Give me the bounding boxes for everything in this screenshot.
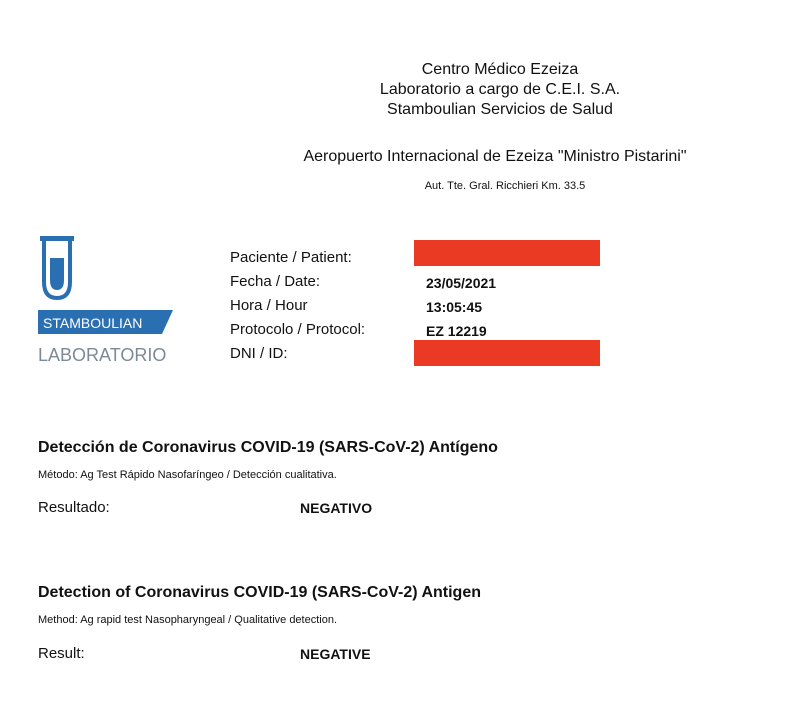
patient-name-redaction (414, 240, 600, 266)
header-services: Stamboulian Servicios de Salud (387, 101, 613, 118)
english-result-value: NEGATIVE (300, 646, 371, 662)
spanish-result-value: NEGATIVO (300, 500, 373, 516)
header-address: Aut. Tte. Gral. Ricchieri Km. 33.5 (424, 180, 586, 192)
hour-label: Hora / Hour (230, 297, 308, 314)
patient-label: Paciente / Patient: (230, 249, 352, 266)
dni-redaction (414, 340, 600, 366)
test-tube-icon (38, 236, 188, 368)
stamboulian-logo (38, 236, 188, 368)
logo-sub-text: LABORATORIO (38, 345, 167, 365)
header-airport: Aeropuerto Internacional de Ezeiza "Ministro Pistarini" (303, 148, 687, 165)
english-result-label: Result: (38, 645, 85, 662)
logo-brand-text: STAMBOULIAN (43, 315, 143, 331)
hour-value: 13:05:45 (426, 299, 483, 315)
date-label: Fecha / Date: (230, 273, 321, 290)
header-lab-operator: Laboratorio a cargo de C.E.I. S.A. (379, 81, 621, 98)
protocol-label: Protocolo / Protocol: (230, 321, 366, 338)
english-test-title: Detection of Coronavirus COVID-19 (SARS-CoV-2) Antigen (38, 584, 481, 601)
date-value: 23/05/2021 (426, 275, 497, 291)
header-center-name: Centro Médico Ezeiza (421, 61, 579, 78)
english-method: Method: Ag rapid test Nasopharyngeal / Qualitative detection. (38, 614, 338, 626)
dni-label: DNI / ID: (230, 345, 288, 362)
spanish-test-title: Detección de Coronavirus COVID-19 (SARS-CoV-2) Antígeno (38, 439, 498, 456)
spanish-method: Método: Ag Test Rápido Nasofaríngeo / Detección cualitativa. (38, 469, 337, 481)
spanish-result-label: Resultado: (38, 499, 110, 516)
protocol-value: EZ 12219 (426, 323, 487, 339)
